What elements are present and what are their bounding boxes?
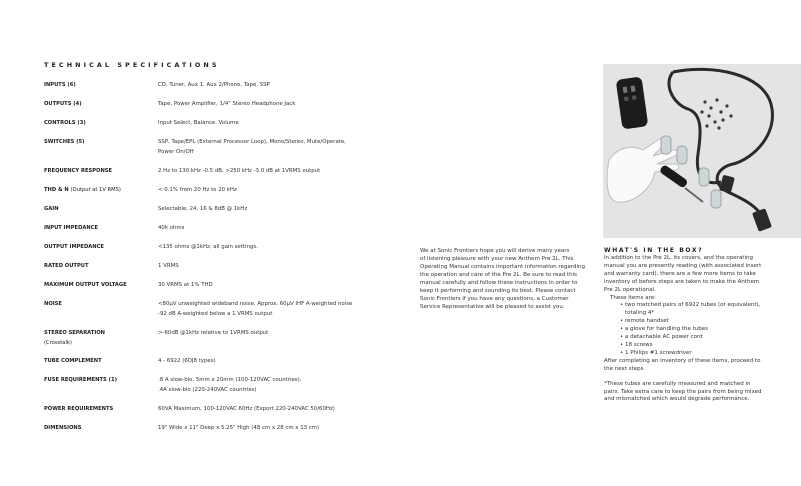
- box-after-line: the next steps.: [604, 365, 646, 372]
- spec-value-line: SSP, Tape/EPL (External Processor Loop), Mono/Stereo, Mute/Operate,: [158, 139, 346, 145]
- box-item: • remote handset: [620, 318, 669, 325]
- spec-label-text: SWITCHES (5): [44, 139, 85, 145]
- box-item: • a glove for handling the tubes: [620, 326, 708, 333]
- box-items-intro: These items are:: [610, 294, 657, 301]
- spec-value: [158, 204, 388, 214]
- spec-value: [158, 280, 388, 290]
- spec-label-text: STEREO SEPARATION: [44, 330, 106, 336]
- intro-line: of listening pleasure with your new Anthem Pre 2L. This: [420, 256, 574, 262]
- spec-value: [158, 299, 388, 319]
- box-footnote-line: and mismatched which would degrade performance.: [604, 396, 750, 403]
- spec-label: [44, 80, 152, 90]
- spec-label-text: MAXIMUM OUTPUT VOLTAGE: [44, 282, 127, 288]
- spec-value: [158, 223, 388, 233]
- box-footnote-line: pairs. Take extra care to keep the pairs from being mixed: [604, 388, 762, 395]
- spec-value-line: 2 Hz to 130 kHz -0.5 dB, >250 kHz -3.0 dB at 1VRMS output: [158, 168, 321, 174]
- spec-label: [44, 356, 152, 366]
- spec-value: [158, 166, 388, 176]
- spec-label-text: RATED OUTPUT: [44, 263, 89, 269]
- spec-label: [44, 137, 152, 147]
- spec-label: [44, 185, 152, 195]
- spec-value-line: < 0.1% from 20 Hz to 20 kHz: [158, 187, 237, 193]
- spec-label-text: OUTPUTS (4): [44, 101, 82, 107]
- box-section-text: [604, 255, 801, 404]
- spec-value: [158, 328, 388, 338]
- spec-value: [158, 118, 388, 128]
- box-item: • a detachable AC power cord: [620, 334, 703, 341]
- box-contents-photo: [603, 64, 801, 238]
- spec-value-line: Tape, Power Amplifier, 1/4" Stereo Headphone Jack: [158, 101, 296, 107]
- photo-illustration: [603, 64, 801, 238]
- spec-value: [158, 137, 388, 157]
- spec-label-text: THD & N: [44, 187, 69, 193]
- intro-line: the operation and care of the Pre 2L. Be sure to read this: [420, 272, 578, 278]
- spec-value-line: 19" Wide x 11" Deep x 5.25" High (48 cm x 28 cm x 13 cm): [158, 425, 320, 431]
- spec-label: [44, 280, 152, 290]
- box-section-title: WHAT'S IN THE BOX?: [604, 247, 704, 254]
- spec-value: [158, 185, 388, 195]
- box-item: • 18 screws: [620, 341, 653, 348]
- intro-paragraph: [420, 247, 598, 311]
- spec-value-line: Input Select, Balance, Volume: [158, 120, 239, 126]
- spec-value-line: Power On/Off: [158, 149, 194, 155]
- spec-label-text: INPUTS (6): [44, 82, 76, 88]
- spec-label-text: GAIN: [44, 206, 59, 212]
- box-item-continuation: totaling 4*: [625, 310, 655, 317]
- spec-value-line: 60VA Maximum, 100-120VAC 60Hz (Export 220-240VAC 50/60Hz): [158, 406, 335, 412]
- spec-value-line: 1 VRMS: [158, 263, 179, 269]
- spec-label-text: CONTROLS (3): [44, 120, 86, 126]
- box-item: • two matched pairs of 6922 tubes (or equivalent),: [620, 302, 761, 309]
- spec-label: [44, 404, 152, 414]
- spec-value: [158, 242, 388, 252]
- spec-value: [158, 261, 388, 271]
- intro-line: Sonic Frontiers if you have any questions, a Customer: [420, 296, 569, 302]
- box-item: • 1 Philips #1 screwdriver: [620, 349, 692, 356]
- spec-title: TECHNICAL SPECIFICATIONS: [44, 61, 220, 69]
- spec-value-line: -92 dB A-weighted below a 1 VRMS output: [158, 311, 273, 317]
- spec-value-line: <80µV unweighted wideband noise. Approx. 60µV IHF A-weighted noise: [158, 301, 353, 307]
- spec-label: [44, 223, 152, 233]
- spec-label: [44, 423, 152, 433]
- spec-value-line: <135 ohms @1kHz, all gain settings.: [158, 244, 258, 250]
- intro-line: Service Representative will be pleased to assist you.: [420, 304, 565, 310]
- spec-label-text: NOISE: [44, 301, 62, 307]
- spec-label: [44, 299, 152, 309]
- spec-value-line: CD, Tuner, Aux 1, Aux 2/Phono, Tape, SSP: [158, 82, 270, 88]
- spec-value-line: .8 A slow-blo, 5mm x 20mm (100-120VAC countries),: [158, 377, 302, 383]
- box-para-line: manual you are presently reading (with associated insert: [604, 262, 762, 269]
- spec-label-text: POWER REQUIREMENTS: [44, 406, 114, 412]
- spec-label-text: TUBE COMPLEMENT: [44, 358, 102, 364]
- intro-line: Operating Manual contains important information regarding: [420, 264, 585, 270]
- spec-value: [158, 423, 388, 433]
- box-para-line: Pre 2L operational.: [604, 286, 656, 293]
- spec-label-text: OUTPUT IMPEDANCE: [44, 244, 104, 250]
- spec-label-text: FREQUENCY RESPONSE: [44, 168, 113, 174]
- spec-value: [158, 404, 388, 414]
- spec-label: [44, 328, 152, 348]
- spec-label: [44, 261, 152, 271]
- spec-value-line: .4A slow-blo (220-240VAC countries): [158, 387, 257, 393]
- spec-value: [158, 356, 388, 366]
- spec-label: [44, 242, 152, 252]
- spec-label-text: FUSE REQUIREMENTS (1): [44, 377, 117, 383]
- spec-label: [44, 204, 152, 214]
- spec-label-line2: (Crosstalk): [44, 340, 72, 346]
- intro-line: We at Sonic Frontiers hope you will derive many years: [420, 248, 570, 254]
- spec-label-text: INPUT IMPEDANCE: [44, 225, 99, 231]
- box-para-line: In addition to the Pre 2L, its covers, and the operating: [604, 255, 753, 261]
- spec-label-text: DIMENSIONS: [44, 425, 82, 431]
- spec-label: [44, 375, 152, 385]
- box-footnote-line: *These tubes are carefully measured and matched in: [604, 380, 751, 387]
- box-para-line: inventory of before steps are taken to make the Anthem: [604, 278, 760, 285]
- spec-value-line: 30 VRMS at 1% THD: [158, 282, 213, 288]
- box-after-line: After completing an inventory of these items, proceed to: [604, 357, 761, 364]
- spec-label: [44, 166, 152, 176]
- spec-label-note: (Output at 1V RMS): [70, 187, 121, 193]
- box-para-line: and warranty card), there are a few more items to take: [604, 270, 756, 277]
- spec-value: [158, 99, 388, 109]
- spec-label: [44, 118, 152, 128]
- spec-value-line: >-60dB @1kHz relative to 1VRMS output: [158, 330, 269, 336]
- spec-value: [158, 80, 388, 90]
- intro-line: manual carefully and follow these instructions in order to: [420, 280, 578, 286]
- spec-value: [158, 375, 388, 395]
- intro-line: keep it performing and sounding its best. Please contact: [420, 288, 576, 294]
- spec-value-line: Selectable, 24, 16 & 8dB @ 1kHz: [158, 206, 248, 212]
- spec-value-line: 40k ohms: [158, 225, 185, 231]
- spec-value-line: 4 - 6922 (6DJ8 types): [158, 358, 216, 364]
- spec-label: [44, 99, 152, 109]
